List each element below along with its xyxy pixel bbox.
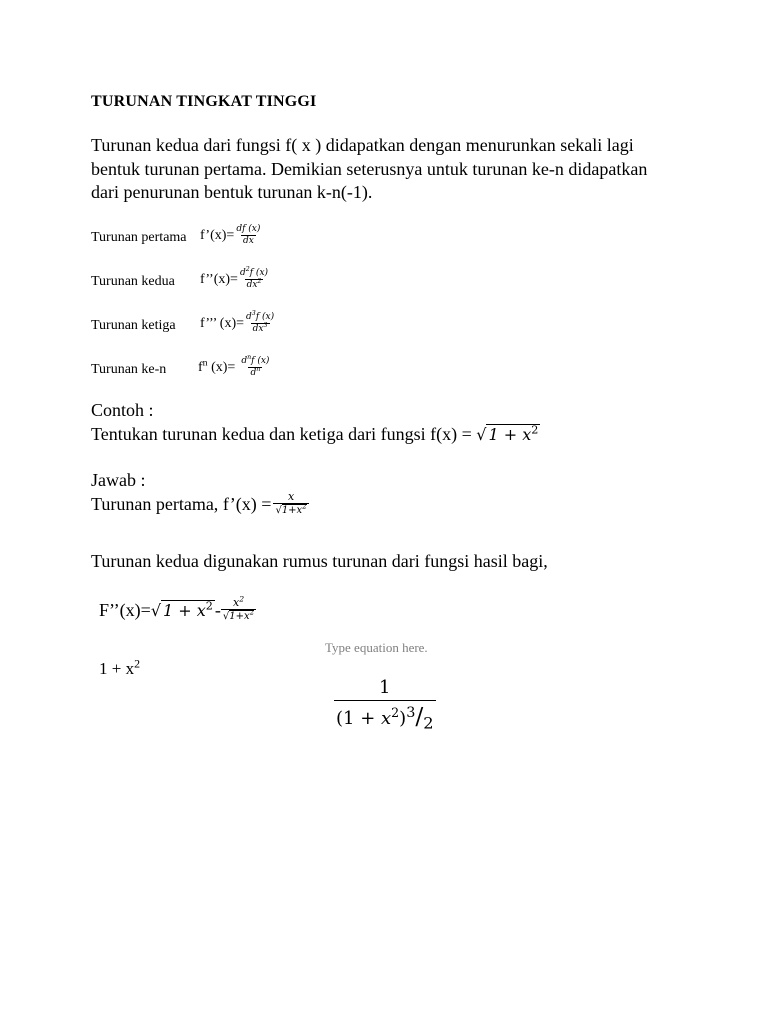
second-derivative-formula: F’’(x)= √ $1 + x^2$ - $\frac{x^2}{√1+x^2}$ [99, 594, 255, 622]
definition-label-nth: Turunan ke-n [91, 362, 167, 377]
final-fraction: $\frac{1}{(1 + x^2)^3/_2}$ [336, 677, 434, 733]
intro-line-2: bentuk turunan pertama. Demikian seterusnya untuk turunan ke-n didapatkan [91, 158, 648, 179]
fraction: $\frac{x^2}{√1+x^2}$ [222, 594, 255, 622]
definition-formula-first: f’(x)= $\frac{df (x)}{dx}$ [200, 224, 261, 246]
second-derivative-intro: Turunan kedua digunakan rumus turunan dari fungsi hasil bagi, [91, 551, 548, 571]
intro-line-3: dari penurunan bentuk turunan k-n(-1). [91, 182, 373, 202]
equation-placeholder[interactable]: Type equation here. [325, 640, 428, 655]
fraction: $\frac{x}{√1+x^2}$ [275, 490, 307, 516]
example-heading: Contoh : [91, 400, 154, 420]
fraction: $\frac{d^2f (x)}{dx^2}$ [239, 266, 269, 290]
answer-first-derivative: Turunan pertama, f’(x) = $\frac{x}{√1+x^2}$ [91, 490, 307, 516]
sqrt-expression: √ $1 + x^2$ [150, 599, 213, 620]
definition-label-third: Turunan ketiga [91, 318, 176, 333]
stray-expression: $1 + x^2$ [99, 656, 141, 678]
definition-formula-second: f’’(x)= $\frac{d^2f (x)}{dx^2}$ [200, 266, 269, 290]
definition-label-second: Turunan kedua [91, 274, 175, 289]
definition-formula-nth: $f^n$ (x)= $\frac{d^nf (x)}{d^n}$ [198, 354, 270, 378]
answer-heading: Jawab : [91, 470, 146, 490]
fraction: $\frac{df (x)}{dx}$ [236, 224, 261, 246]
intro-line-1: Turunan kedua dari fungsi f( x ) didapatkan dengan menurunkan sekali lagi [91, 135, 634, 155]
definition-label-first: Turunan pertama [91, 230, 187, 245]
example-question: Tentukan turunan kedua dan ketiga dari fungsi f(x) = √ $1 + x^2$ [91, 423, 539, 444]
sqrt-expression: √ $1 + x^2$ [476, 423, 539, 444]
fraction: $\frac{d^nf (x)}{d^n}$ [241, 354, 270, 378]
definition-formula-third: f’’’ (x)= $\frac{d^3f (x)}{dx^3}$ [200, 310, 275, 334]
intro-paragraph [91, 134, 691, 205]
page-title: TURUNAN TINGKAT TINGGI [91, 93, 317, 110]
fraction: $\frac{d^3f (x)}{dx^3}$ [246, 310, 275, 334]
